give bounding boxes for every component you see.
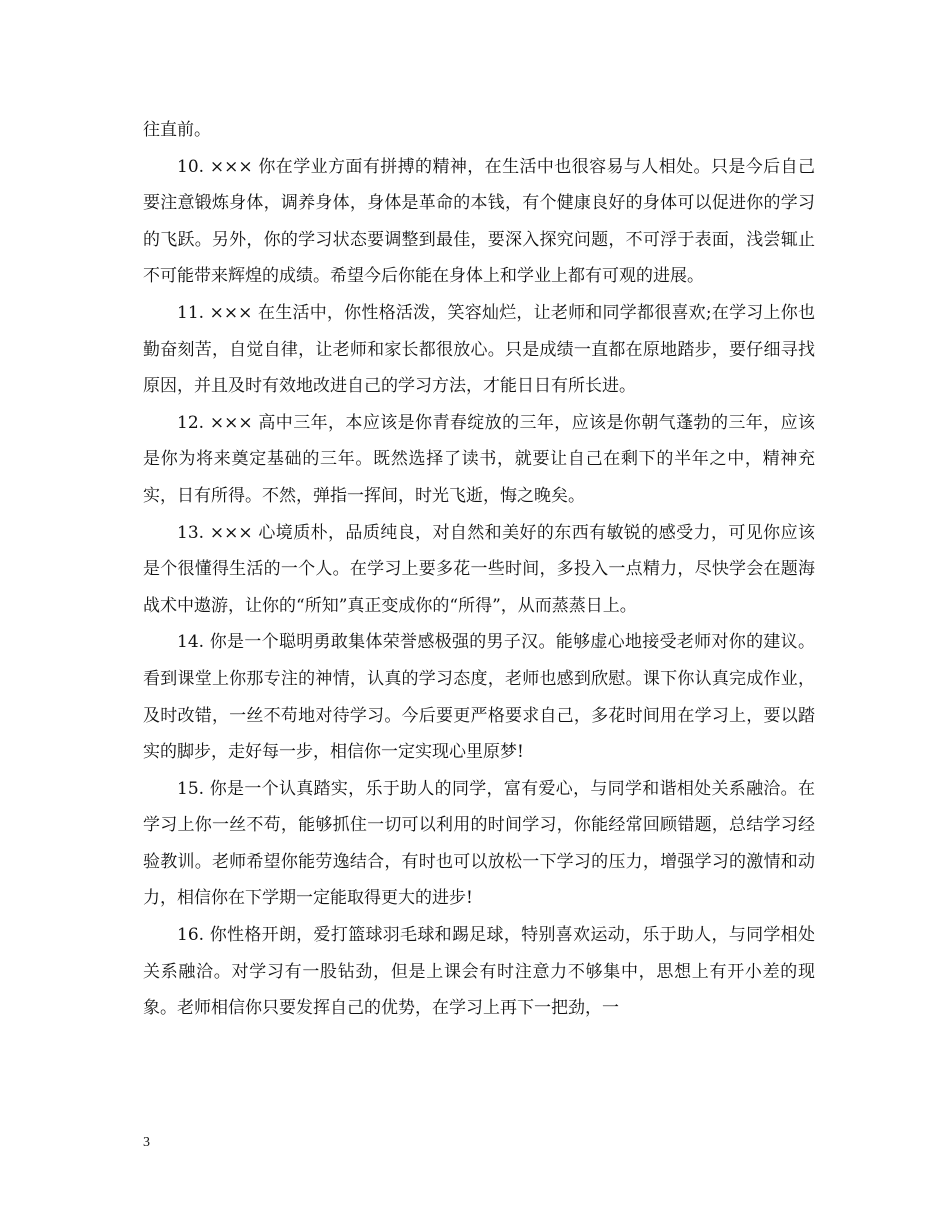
paragraph-comment-13: 13. ××× 心境质朴，品质纯良，对自然和美好的东西有敏锐的感受力，可见你应该是个很懂得生活的一个人。在学习上要多花一些时间，多投入一点精力，尽快学会在题海战术中遨游，让你的“所知”真正变成你的“所得”，从而蒸蒸日上。 — [143, 522, 815, 616]
paragraph-comment-12: 12. ××× 高中三年，本应该是你青春绽放的三年，应该是你朝气蓬勃的三年，应该是你为将来奠定基础的三年。既然选择了读书，就要让自己在剩下的半年之中，精神充实，日有所得。不然，弹指一挥间，时光飞逝，悔之晚矣。 — [143, 412, 815, 506]
paragraph-comment-15: 15. 你是一个认真踏实，乐于助人的同学，富有爱心，与同学和谐相处关系融洽。在学习上你一丝不苟，能够抓住一切可以利用的时间学习，你能经常回顾错题，总结学习经验教训。老师希望你能劳逸结合，有时也可以放松一下学习的压力，增强学习的激情和动力，相信你在下学期一定能取得更大的进步! — [143, 778, 815, 909]
paragraph-continuation: 往直前。 — [143, 120, 211, 140]
document-body — [143, 112, 815, 1027]
paragraph-comment-10: 10. ××× 你在学业方面有拼搏的精神，在生活中也很容易与人相处。只是今后自己要注意锻炼身体，调养身体，身体是革命的本钱，有个健康良好的身体可以促进你的学习的飞跃。另外，你的学习状态要调整到最佳，要深入探究问题，不可浮于表面，浅尝辄止不可能带来辉煌的成绩。希望今后你能在身体上和学业上都有可观的进展。 — [143, 156, 815, 287]
paragraph-comment-16: 16. 你性格开朗，爱打篮球羽毛球和踢足球，特别喜欢运动，乐于助人，与同学相处关系融洽。对学习有一股钻劲，但是上课会有时注意力不够集中，思想上有开小差的现象。老师相信你只要发挥自己的优势，在学习上再下一把劲，一 — [143, 925, 815, 1019]
paragraph-comment-11: 11. ××× 在生活中，你性格活泼，笑容灿烂，让老师和同学都很喜欢;在学习上你也勤奋刻苦，自觉自律，让老师和家长都很放心。只是成绩一直都在原地踏步，要仔细寻找原因，并且及时有效地改进自己的学习方法，才能日日有所长进。 — [143, 302, 815, 397]
page-number: 3 — [143, 1135, 150, 1150]
paragraph-comment-14: 14. 你是一个聪明勇敢集体荣誉感极强的男子汉。能够虚心地接受老师对你的建议。看到课堂上你那专注的神情，认真的学习态度，老师也感到欣慰。课下你认真完成作业，及时改错，一丝不苟地对待学习。今后要更严格要求自己，多花时间用在学习上，要以踏实的脚步，走好每一步，相信你一定实现心里原梦! — [143, 632, 815, 763]
